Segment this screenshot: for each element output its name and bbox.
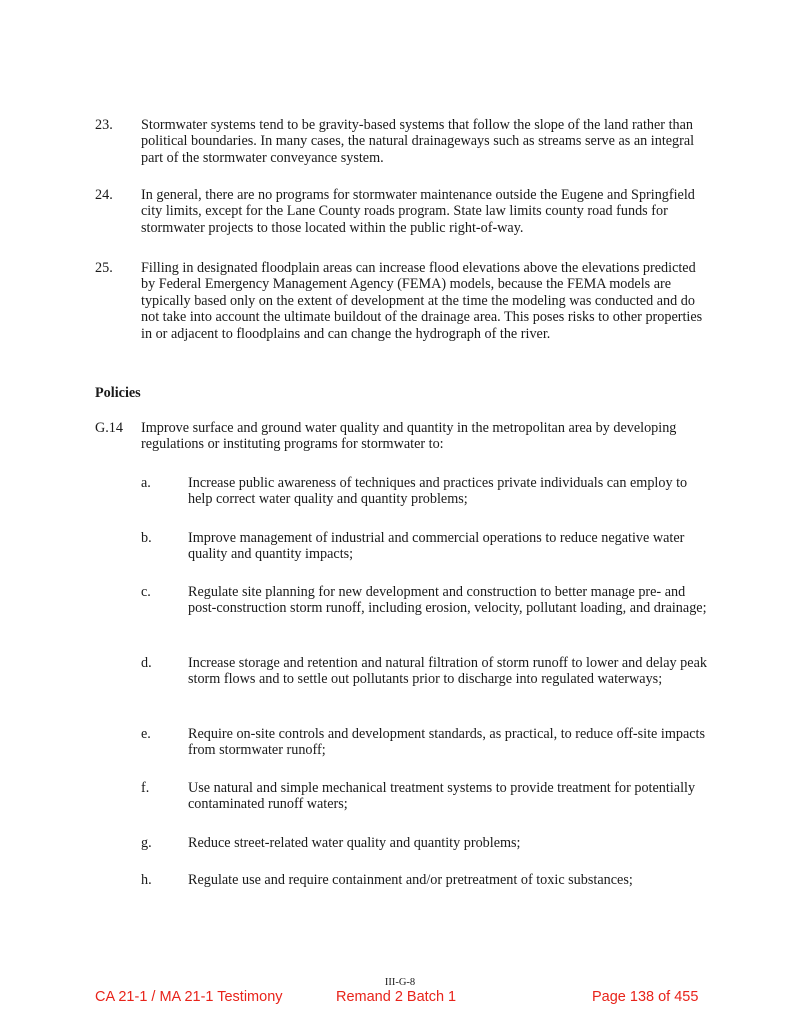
subitem-label: f. [141, 780, 150, 796]
item-number: 24. [95, 187, 113, 203]
subitem-label: c. [141, 584, 151, 600]
subitem-text: Reduce street-related water quality and quantity problems; [188, 835, 521, 851]
policy-number: G.14 [95, 420, 123, 436]
subitem-text: Use natural and simple mechanical treatment systems to provide treatment for potentially contaminated runoff waters; [188, 780, 696, 813]
item-number: 23. [95, 117, 113, 133]
subitem-text: Require on-site controls and development standards, as practical, to reduce off-site impacts from stormwater runoff; [188, 726, 706, 759]
subitem-text: Improve management of industrial and commercial operations to reduce negative water quality and quantity impacts; [188, 530, 685, 563]
footer-center: Remand 2 Batch 1 [336, 989, 457, 1005]
page-folio: III-G-8 [384, 977, 416, 988]
policy-text: Improve surface and ground water quality and quantity in the metropolitan area by developing regulations or instituting programs for stormwater to: [141, 420, 677, 453]
policies-heading: Policies [95, 385, 141, 401]
item-number: 25. [95, 260, 113, 276]
subitem-text: Regulate use and require containment and/or pretreatment of toxic substances; [188, 872, 633, 888]
subitem-label: a. [141, 475, 151, 491]
footer-left: CA 21-1 / MA 21-1 Testimony [95, 989, 283, 1005]
item-text: Stormwater systems tend to be gravity-based systems that follow the slope of the land rather than political boundaries. In many cases, the natural drainageways such as streams serve as an integral part of the stormwater conveyance system. [141, 117, 695, 166]
subitem-label: d. [141, 655, 152, 671]
item-text: In general, there are no programs for stormwater maintenance outside the Eugene and Springfield city limits, except for the Lane County roads program. State law limits county road funds for stormwater projects to those located within the public right-of-way. [141, 187, 695, 236]
subitem-text: Regulate site planning for new development and construction to better manage pre- and post-construction storm runoff, including erosion, velocity, pollutant loading, and drainage; [188, 584, 707, 617]
subitem-text: Increase public awareness of techniques and practices private individuals can employ to help correct water quality and quantity problems; [188, 475, 688, 508]
subitem-label: e. [141, 726, 151, 742]
subitem-label: g. [141, 835, 152, 851]
subitem-label: h. [141, 872, 152, 888]
subitem-text: Increase storage and retention and natural filtration of storm runoff to lower and delay peak storm flows and to settle out pollutants prior to discharge into regulated waterways; [188, 655, 707, 688]
footer-right: Page 138 of 455 [592, 989, 699, 1005]
item-text: Filling in designated floodplain areas can increase flood elevations above the elevations predicted by Federal Emergency Management Agency (FEMA) models, because the FEMA models are typically based only on the extent of development at the time the modeling was conducted and do not take into account the ultimate buildout of the drainage area. This poses risks to other properties in or adjacent to floodplains and can change the hydrograph of the river. [141, 260, 703, 342]
subitem-label: b. [141, 530, 152, 546]
